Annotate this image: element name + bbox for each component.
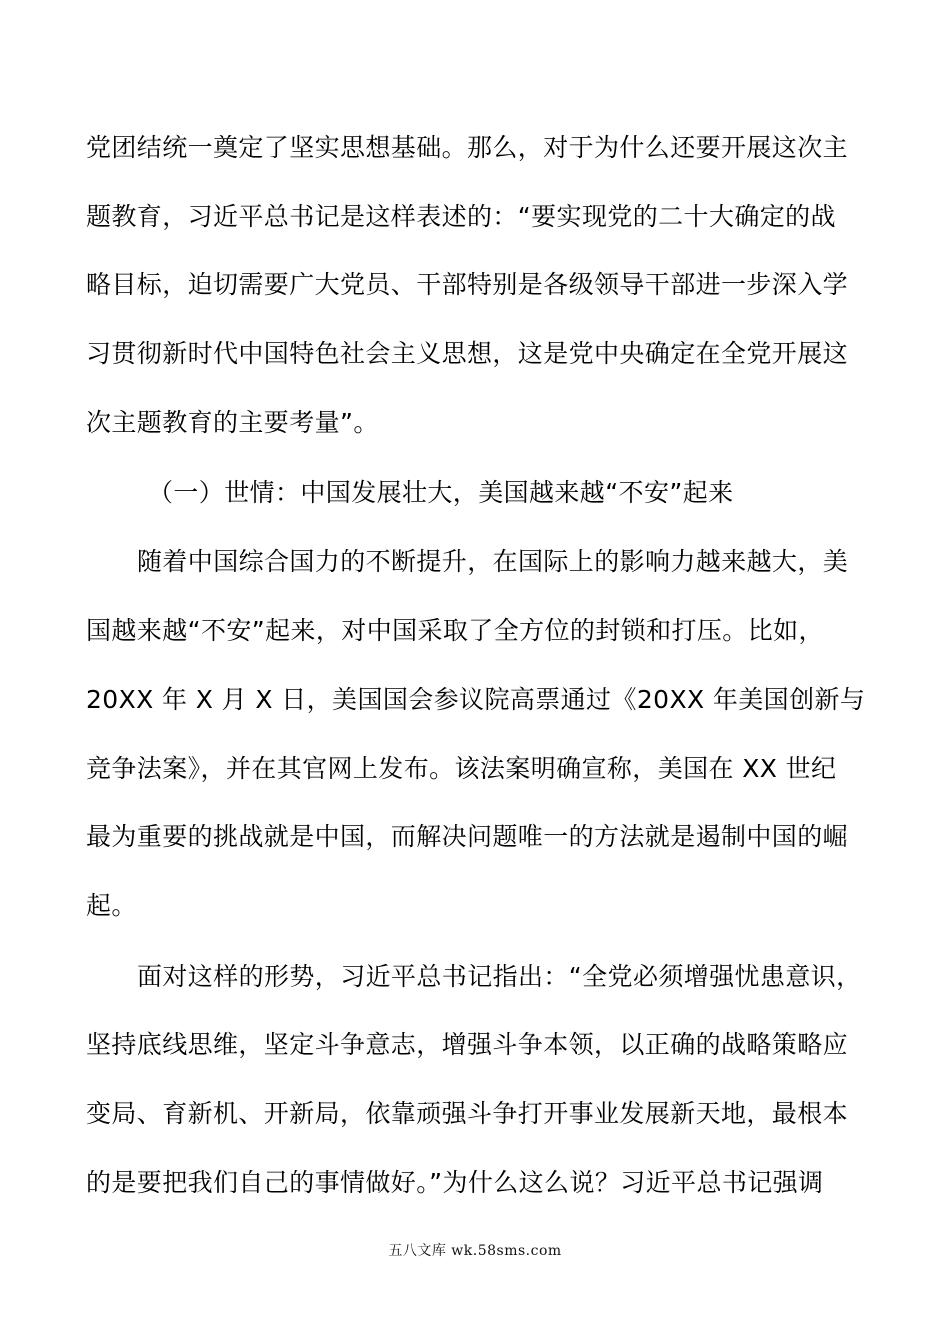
paragraph-line: 的是要把我们自己的事情做好。”为什么这么说？习近平总书记强调 xyxy=(86,1168,824,1197)
paragraph-line: 国越来越“不安”起来，对中国采取了全方位的封锁和打压。比如， xyxy=(86,616,824,645)
paragraph-line: 习贯彻新时代中国特色社会主义思想，这是党中央确定在全党开展这 xyxy=(86,339,849,368)
paragraph-line: 最为重要的挑战就是中国，而解决问题唯一的方法就是遏制中国的崛 xyxy=(86,822,849,851)
paragraph-line: 竞争法案》，并在其官网上发布。该法案明确宣称，美国在 XX 世纪 xyxy=(86,754,837,783)
paragraph-line: 20XX 年 X 月 X 日，美国国会参议院高票通过《20XX 年美国创新与 xyxy=(86,685,866,714)
paragraph-line: 题教育，习近平总书记是这样表述的：“要实现党的二十大确定的战 xyxy=(86,202,836,231)
paragraph-line: 坚持底线思维，坚定斗争意志，增强斗争本领，以正确的战略策略应 xyxy=(86,1030,849,1059)
paragraph-line: 随着中国综合国力的不断提升，在国际上的影响力越来越大，美 xyxy=(137,547,849,576)
paragraph-line: 党团结统一奠定了坚实思想基础。那么，对于为什么还要开展这次主 xyxy=(86,133,849,162)
section-heading: （一）世情：中国发展壮大，美国越来越“不安”起来 xyxy=(148,478,734,507)
paragraph-line: 次主题教育的主要考量”。 xyxy=(86,408,379,437)
paragraph-line: 起。 xyxy=(86,891,137,920)
paragraph-line: 面对这样的形势，习近平总书记指出：“全党必须增强忧患意识， xyxy=(137,962,862,991)
paragraph-line: 变局、育新机、开新局，依靠顽强斗争打开事业发展新天地，最根本 xyxy=(86,1099,849,1128)
paragraph-line: 略目标，迫切需要广大党员、干部特别是各级领导干部进一步深入学 xyxy=(86,270,849,299)
page-footer: 五八文库 wk.58sms.com xyxy=(388,1243,562,1259)
